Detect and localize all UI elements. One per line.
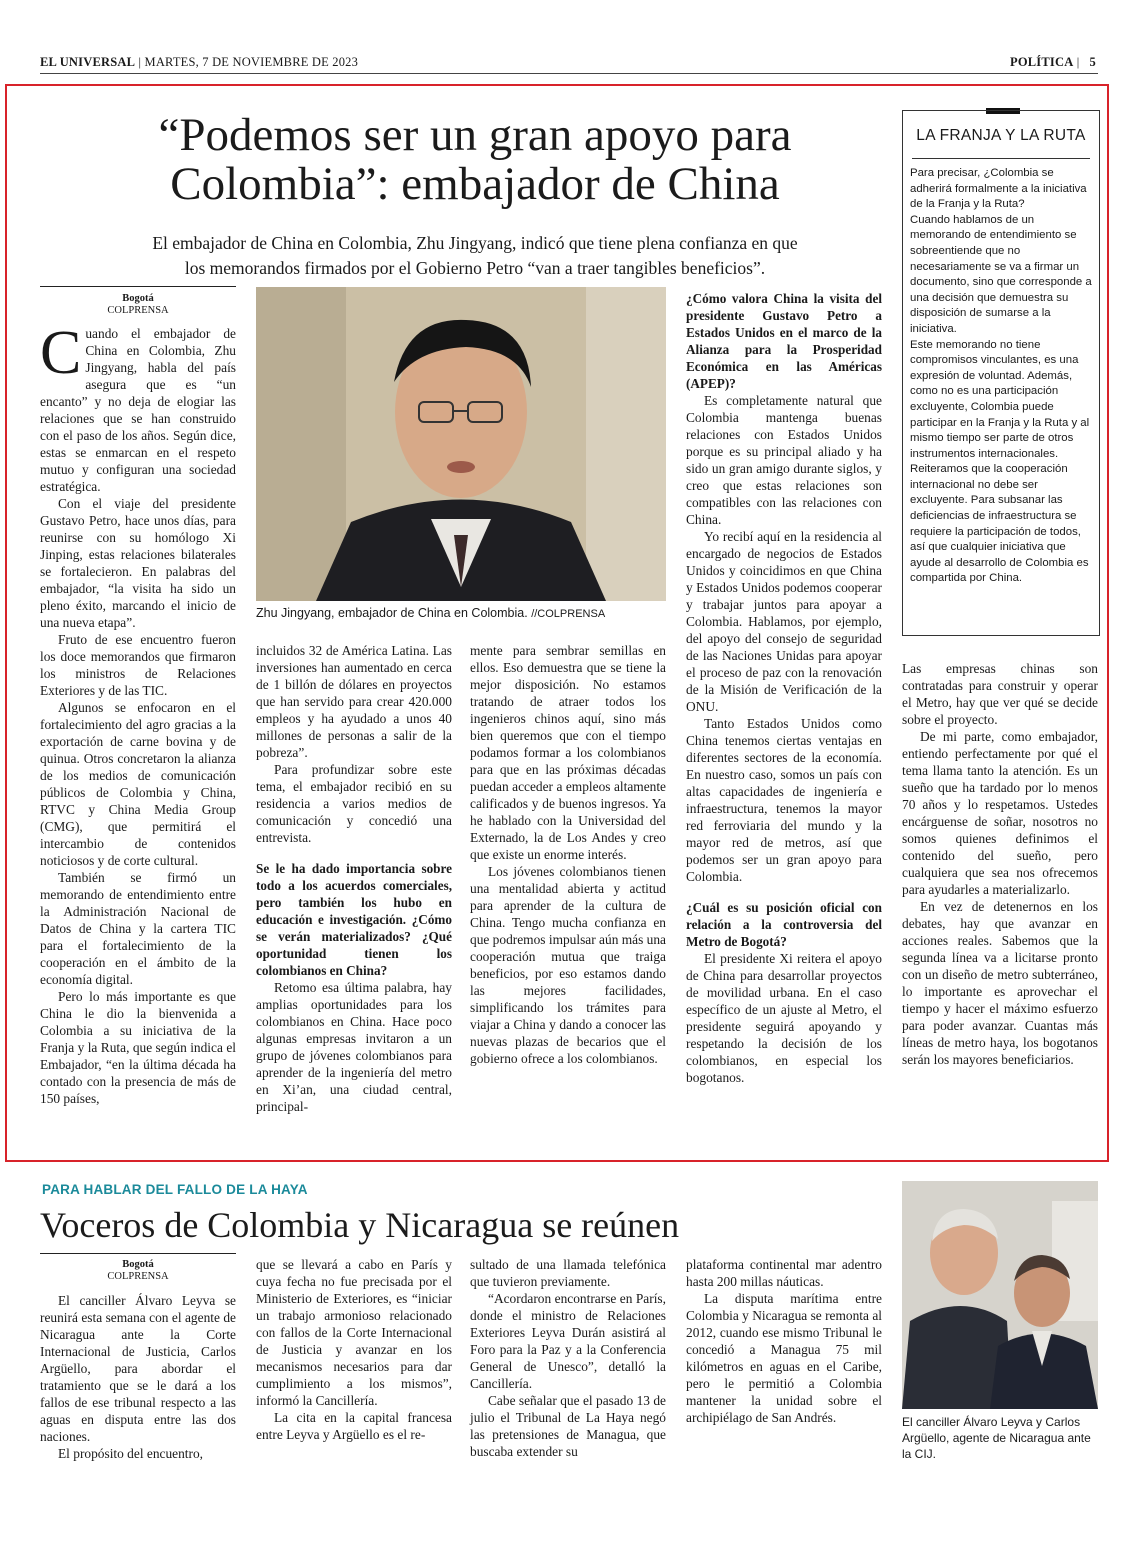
section-name: POLÍTICA <box>1010 55 1074 69</box>
page-header-right: POLÍTICA | 5 <box>1010 55 1096 69</box>
second-kicker: PARA HABLAR DEL FALLO DE LA HAYA <box>42 1182 308 1197</box>
newspaper-name: EL UNIVERSAL <box>40 55 136 69</box>
issue-date: MARTES, 7 DE NOVIEMBRE DE 2023 <box>144 55 359 69</box>
interview-question: ¿Cuál es su posición oficial con relación a la controversia del Metro de Bogotá? <box>686 900 882 949</box>
page-number: 5 <box>1089 55 1096 69</box>
main-headline: “Podemos ser un gran apoyo para Colombia”: embajador de China <box>158 109 792 210</box>
photo-credit: //COLPRENSA <box>531 608 606 620</box>
second-byline: Bogotá COLPRENSA <box>107 1259 169 1282</box>
main-photo-caption: Zhu Jingyang, embajador de China en Colombia. //COLPRENSA <box>256 606 606 620</box>
second-photo-caption: El canciller Álvaro Leyva y Carlos Argüello, agente de Nicaragua ante la CIJ. <box>902 1415 1091 1461</box>
second-headline: Voceros de Colombia y Nicaragua se reúnen <box>40 1205 680 1245</box>
ambassador-photo <box>256 287 666 601</box>
main-column-5: Las empresas chinas son contratadas para construir y operar el Metro, hay que ver qué se decide sobre el proyecto. De mi parte, como embajador, entiendo perfectamente por qué el tema llama tanto la atención. Es un sueño que ha tardado por lo menos 70 años y lo respetamos. Ustedes encárguense de soñar, nosotros no somos quienes definimos el contenido del sueño, pero cualquiera que sea nos ofrecemos para ayudarles a materializarlo. En vez de detenernos en los debates, hay que avanzar en acciones reales. Sabemos que la segunda línea va a licitarse pronto con un diseño de metro subterráneo, lo importante es aprovechar el tiempo y hacer el máximo esfuerzo para poder avanzar. Cuantas más líneas de metro haya, los bogotanos serán los mayores beneficiarios. <box>902 661 1098 1067</box>
second-column-1: El canciller Álvaro Leyva se reunirá esta semana con el agente de Nicaragua ante la Corte Internacional de Justicia, Carlos Argüello, para abordar el tratamiento que se le dará a los fallos de ese tribunal respecto a las aguas en disputa entre las dos naciones. El propósito del encuentro, <box>40 1293 236 1461</box>
sidebar-title: LA FRANJA Y LA RUTA <box>916 127 1086 144</box>
main-deck: El embajador de China en Colombia, Zhu Jingyang, indicó que tiene plena confianza en que los memorandos firmados por el Gobierno Petro “van a traer tangibles beneficios”. <box>152 233 798 278</box>
main-column-2: incluidos 32 de América Latina. Las inversiones han aumentado en cerca de 1 billón de dólares en proyectos que han servido para crear 420.000 empleos y ha ayudado a unos 40 millones de personas a salir de la pobreza”. Para profundizar sobre este tema, el embajador recibió en su residencia a varios medios de comunicación y concedió una entrevista. Se le ha dado importancia sobre todo a los acuerdos comerciales, pero también los hubo en educación e investigación. ¿Cómo se verán materializados? ¿Qué oportunidad tienen los colombianos en China? Retomo esa última palabra, hay amplias oportunidades para los colombianos en China. Hace poco algunas empresas invitaron a un grupo de jóvenes colombianos para aprender de la ingeniería del metro en Xi’an, una ciudad central, principal- <box>256 643 452 1114</box>
sidebar-text: Para precisar, ¿Colombia se adherirá formalmente a la iniciativa de la Franja y la Ruta? Cuando hablamos de un memorando de entendimiento se sobreentiende que no necesariamente se va a firmar un documento, sino que corresponde a una decisión que demuestra su disposición de sumarse a la iniciativa. Este memorando no tiene compromisos vinculantes, es una expresión de voluntad. Además, como no es una participación excluyente, Colombia puede participar en la Franja y la Ruta y al mismo tiempo ser parte de otros instrumentos internacionales. Reiteramos que la cooperación internacional no debe ser excluyente. Para subsanar las deficiencias de infraestructura se requiere la participación de todos, así que cualquier iniciativa que ayude al desarrollo de Colombia es compartida por China. <box>910 167 1092 585</box>
sidebar-question: Para precisar, ¿Colombia se adherirá formalmente a la iniciativa de la Franja y la Ruta? <box>910 167 1087 211</box>
main-column-3: mente para sembrar semillas en ellos. Eso demuestra que se tiene la mejor disposición. No estamos tratando de atraer todos los ingenieros chinos aquí, sino más bien queremos que con el tiempo podamos formar a los colombianos para que en las próximas décadas puedan acceder a empleos altamente calificados y de buenos ingresos. Ya he hablado con la Universidad del Externado, la de Los Andes y creo que existe un enorme interés. Los jóvenes colombianos tienen una mentalidad abierta y actitud para aprender de la cultura de China. Tengo mucha confianza en que podremos impulsar aún más una cooperación mutua que traiga beneficios, por eso estamos dando las mejores facilidades, simplificando los trámites para viajar a China y dando a conocer las nuevas plazas de becarios que el gobierno ofrece a los colombianos. <box>470 643 666 1066</box>
second-column-4: plataforma continental mar adentro hasta 200 millas náuticas. La disputa marítima entre Colombia y Nicaragua se remonta al 2012, cuando ese mismo Tribunal le concedió a Managua 75 mil kilómetros en aguas en el Caribe, pero le permitió a Colombia mantener la unidad sobre el archipiélago de San Andrés. <box>686 1257 882 1425</box>
main-byline: Bogotá COLPRENSA <box>107 293 169 316</box>
main-column-4: ¿Cómo valora China la visita del presidente Gustavo Petro a Estados Unidos en el marco de la Alianza para la Prosperidad Económica en las Américas (APEP)? Es completamente natural que Colombia mantenga buenas relaciones con Estados Unidos porque es su principal aliado y ha sido un gran amigo durante siglos, y creo que estas relaciones son compatibles con las relaciones con China. Yo recibí aquí en la residencia al encargado de negocios de Estados Unidos y coincidimos en que China y Estados Unidos podemos cooperar y trabajar juntos para apoyar a Colombia. Hablamos, por ejemplo, del apoyo del consejo de seguridad de las Naciones Unidas para apoyar el proceso de paz con la renovación de la Misión de Verificación de la ONU. Tanto Estados Unidos como China tenemos ciertas ventajas en diferentes sectores de la economía. En nuestro caso, somos un país con altas capacidades de ingeniería e infraestructura, tenemos la mayor red ferroviaria del mundo y la mayor red de metros, así que podemos ser un gran apoyo para Colombia. ¿Cuál es su posición oficial con relación a la controversia del Metro de Bogotá? El presidente Xi reitera el apoyo de China para desarrollar proyectos de movilidad urbana. En el caso específico de un ajuste al Metro, el presidente seguirá apoyando y respetando la decisión de los colombianos, en especial los bogotanos. <box>686 291 882 1085</box>
page-header-left: EL UNIVERSAL | MARTES, 7 DE NOVIEMBRE DE 2023 <box>40 55 359 69</box>
interview-question: ¿Cómo valora China la visita del presidente Gustavo Petro a Estados Unidos en el marco de la Alianza para la Prosperidad Económica en las Américas (APEP)? <box>686 291 882 391</box>
interview-question: Se le ha dado importancia sobre todo a los acuerdos comerciales, pero también los hubo en educación e investigación. ¿Cómo se verán materializados? ¿Qué oportunidad tienen los colombianos en China? <box>256 861 452 978</box>
second-column-3: sultado de una llamada telefónica que tuvieron previamente. “Acordaron encontrarse en París, donde el ministro de Relaciones Exteriores Leyva Durán asistirá al Foro para la Paz y a la Conferencia General de Unesco”, detalló la Cancillería. Cabe señalar que el pasado 13 de julio el Tribunal de La Haya negó las pretensiones de Managua, que buscaba extender su <box>470 1257 666 1459</box>
leyva-arguello-photo <box>902 1181 1098 1409</box>
second-column-2: que se llevará a cabo en París y cuya fecha no fue precisada por el Ministerio de Exteriores, es “iniciar un trabajo armonioso relacionado con fallos de la Corte Internacional de Justicia y avanzar en los mecanismos necesarios para dar cumplimiento a los mismos”, informó la Cancillería. La cita en la capital francesa entre Leyva y Argüello es el re- <box>256 1257 452 1442</box>
main-column-1: Cuando el embajador de China en Colombia, Zhu Jingyang, habla del país asegura que es “un encanto” y no deja de elogiar las relaciones que se han construido con el paso de los años. Según dice, estas se enmarcan en el respeto mutuo y configuran una sociedad estratégica. Con el viaje del presidente Gustavo Petro, hace unos días, para reunirse con su homólogo Xi Jinping, estas relaciones bilaterales se fortalecieron. En palabras del embajador, “la visita ha sido un pleno éxito, marcando el inicio de una nueva etapa”. Fruto de ese encuentro fueron los doce memorandos que firmaron los ministros de Relaciones Exteriores y de las TIC. Algunos se enfocaron en el fortalecimiento del agro gracias a la exportación de carne bovina y de quinua. Otros concretaron la alianza de los medios de comunicación públicos de Colombia y China, RTVC y China Media Group (CMG), que permitirá el intercambio de contenidos noticiosos y de corte cultural. También se firmó un memorando de entendimiento entre la Administración Nacional de Datos de China y la cartera TIC para el fortalecimiento de la cooperación en el ámbito de la economía digital. Pero lo más importante es que China le dio la bienvenida a Colombia a su iniciativa de la Franja y la Ruta, que según indica el Embajador, “en la última década ha contado con la presencia de más de 150 países, <box>40 319 236 1106</box>
drop-cap: C <box>40 319 82 387</box>
header-rule <box>40 73 1098 74</box>
